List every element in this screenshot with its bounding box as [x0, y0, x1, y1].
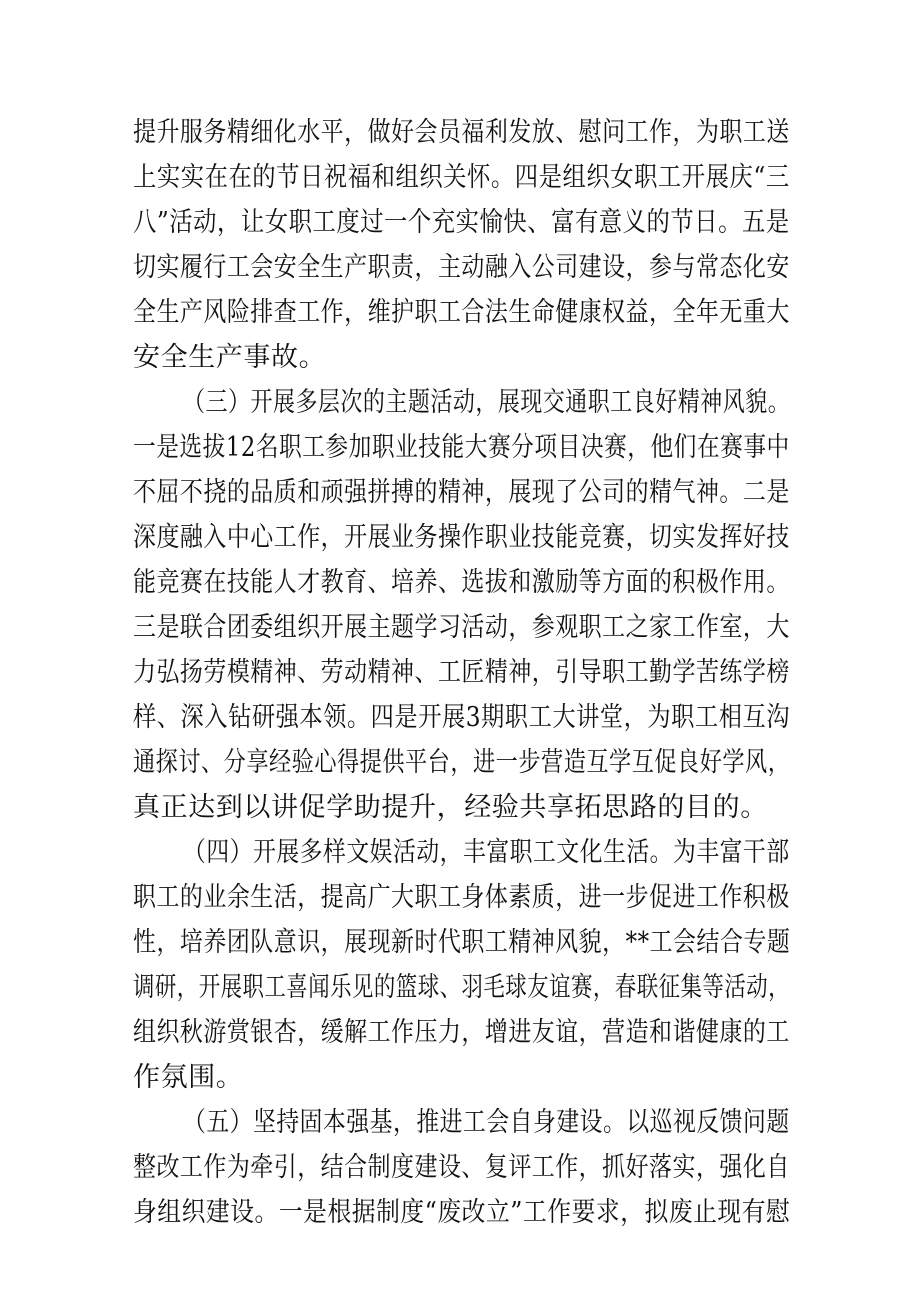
- text-line: 不屈不挠的品质和顽强拼搏的精神，展现了公司的精气神。二是: [133, 477, 790, 508]
- text-line: 八”活动，让女职工度过一个充实愉快、富有意义的节日。五是: [133, 207, 790, 238]
- text-line: 安全生产事故。: [133, 342, 327, 373]
- text-line: 真正达到以讲促学助提升，经验共享拓思路的目的。: [133, 792, 768, 823]
- section-heading-line: （三）开展多层次的主题活动，展现交通职工良好精神风貌。: [183, 387, 791, 418]
- text-line: 力弘扬劳模精神、劳动精神、工匠精神，引导职工勤学苦练学榜: [133, 657, 790, 688]
- text-line: 能竞赛在技能人才教育、培养、选拔和激励等方面的积极作用。: [133, 567, 790, 598]
- text-line: 整改工作为牵引，结合制度建设、复评工作，抓好落实，强化自: [133, 1152, 790, 1183]
- text-line: 全生产风险排查工作，维护职工合法生命健康权益，全年无重大: [133, 297, 790, 328]
- text-line: 作氛围。: [133, 1062, 244, 1093]
- text-line: 职工的业余生活，提高广大职工身体素质，进一步促进工作积极: [133, 882, 790, 913]
- text-line: 通探讨、分享经验心得提供平台，进一步营造互学互促良好学风，: [133, 747, 791, 778]
- text-line: 切实履行工会安全生产职责，主动融入公司建设，参与常态化安: [133, 252, 790, 283]
- text-line: 三是联合团委组织开展主题学习活动，参观职工之家工作室，大: [133, 612, 790, 643]
- text-line: 深度融入中心工作，开展业务操作职业技能竞赛，切实发挥好技: [133, 522, 790, 553]
- text-line: 上实实在在的节日祝福和组织关怀。四是组织女职工开展庆“三: [133, 162, 790, 193]
- section-heading-line: （四）开展多样文娱活动，丰富职工文化生活。为丰富干部: [183, 837, 790, 868]
- text-line: 一是选拔12名职工参加职业技能大赛分项目决赛，他们在赛事中: [133, 432, 790, 463]
- text-line: 调研，开展职工喜闻乐见的篮球、羽毛球友谊赛，春联征集等活动，: [133, 972, 791, 1003]
- text-line: 身组织建设。一是根据制度“废改立”工作要求，拟废止现有慰: [133, 1197, 791, 1228]
- section-heading-line: （五）坚持固本强基，推进工会自身建设。以巡视反馈问题: [183, 1107, 790, 1138]
- text-line: 组织秋游赏银杏，缓解工作压力，增进友谊，营造和谐健康的工: [133, 1017, 790, 1048]
- text-line: 样、深入钻研强本领。四是开展3期职工大讲堂，为职工相互沟: [133, 702, 791, 733]
- text-line: 提升服务精细化水平，做好会员福利发放、慰问工作，为职工送: [133, 117, 790, 148]
- text-line: 性，培养团队意识，展现新时代职工精神风貌，**工会结合专题: [133, 927, 791, 958]
